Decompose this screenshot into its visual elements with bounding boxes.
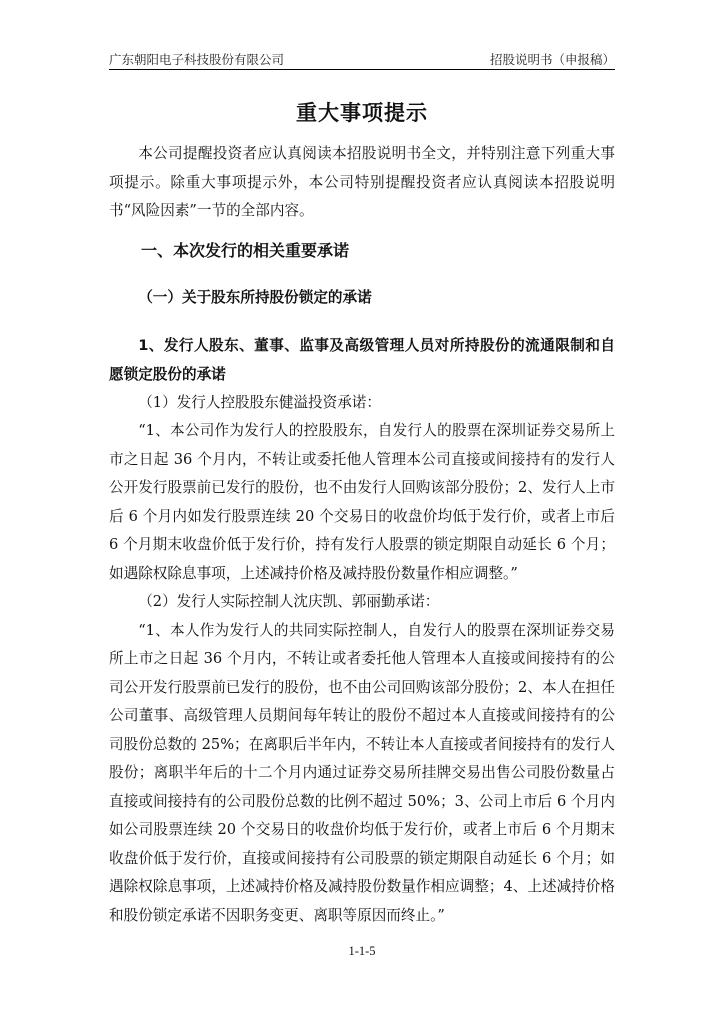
subsection-heading-1-1: （一）关于股东所持股份锁定的承诺 (138, 288, 372, 306)
item-1-heading: （1）发行人控股股东健溢投资承诺： (138, 393, 381, 411)
page-title: 重大事项提示 (296, 100, 428, 125)
item-2-paragraph: “1、本人作为发行人的共同实际控制人，自发行人的股票在深圳证券交易所上市之日起 36 个月内，不转让或者委托他人管理本人直接或间接持有的公司公开发行股票前已发行的股份，也不由公司回购该部分股份；2、本人在担任公司董事、高级管理人员期间每年转让的股份不超过本人直接或间接持有的公司股份总数的 25%；在离职后半年内，不转让本人直接或者间接持有的发行人股份；离职半年后的十二个月内通过证券交易所挂牌交易出售公司股份数量占直接或间接持有的公司股份总数的比例不超过 50%；3、公司上市后 6 个月内如公司股票连续 20 个交易日的收盘价均低于发行价，或者上市后 6 个月期末收盘价低于发行价，直接或间接持有公司股票的锁定期限自动延长 6 个月；如遇除权除息事项，上述减持价格及减持股份数量作相应调整；4、上述减持价格和股份锁定承诺不因职务变更、离职等原因而终止。” (109, 621, 615, 924)
document-body (109, 140, 615, 930)
page-header (109, 48, 615, 68)
intro-paragraph: 本公司提醒投资者应认真阅读本招股说明书全文，并特别注意下列重大事项提示。除重大事项提示外，本公司特别提醒投资者应认真阅读本招股说明书“风险因素”一节的全部内容。 (109, 145, 615, 219)
page-number: 1-1-5 (348, 944, 376, 958)
section-heading-1: 一、本次发行的相关重要承诺 (141, 240, 350, 260)
subsection-heading-1-1-1: 1、发行人股东、董事、监事及高级管理人员对所持股份的流通限制和自愿锁定股份的承诺 (109, 336, 615, 383)
item-1-paragraph: “1、本公司作为发行人的控股股东，自发行人的股票在深圳证券交易所上市之日起 36 个月内，不转让或委托他人管理本公司直接或间接持有的发行人公开发行股票前已发行的股份，也不由发行人回购该部分股份；2、发行人上市后 6 个月内如发行股票连续 20 个交易日的收盘价均低于发行价，或者上市后 6 个月期末收盘价低于发行价，持有发行人股票的锁定期限自动延长 6 个月；如遇除权除息事项，上述减持价格及减持股份数量作相应调整。” (109, 422, 615, 582)
header-divider (109, 69, 615, 70)
header-document-type: 招股说明书（申报稿） (489, 52, 615, 67)
item-2-heading: （2）发行人实际控制人沈庆凯、郭丽勤承诺： (138, 593, 440, 610)
header-company-name: 广东朝阳电子科技股份有限公司 (109, 52, 285, 67)
